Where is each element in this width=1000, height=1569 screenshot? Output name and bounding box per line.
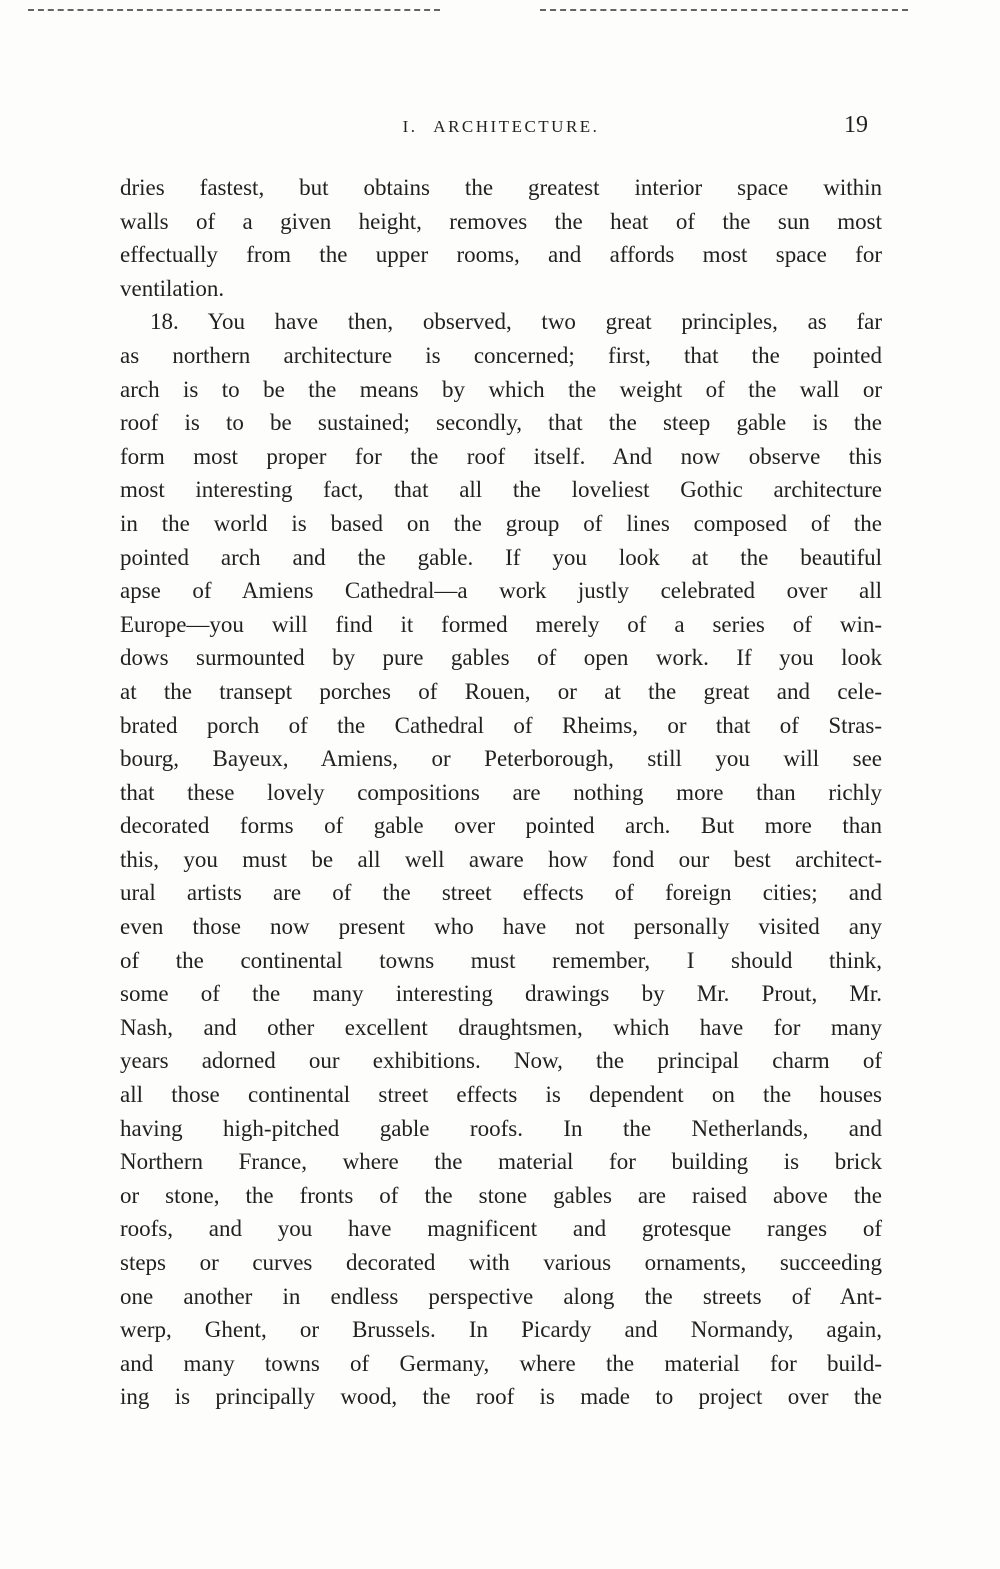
text-line: most interesting fact, that all the loveliest Gothic architecture [120,477,882,503]
text-line: pointed arch and the gable. If you look at the beautiful [120,544,882,570]
text-line: this, you must be all well aware how fond our best architect- [120,846,882,872]
text-line: ing is principally wood, the roof is made to project over the [120,1384,882,1410]
text-line: Europe—you will find it formed merely of a series of win- [120,611,882,637]
paragraph [120,171,882,305]
text-line: some of the many interesting drawings by Mr. Prout, Mr. [120,981,882,1007]
text-line: having high-pitched gable roofs. In the Netherlands, and [120,1115,882,1141]
text-line: all those continental street effects is dependent on the houses [120,1082,882,1108]
text-line: ural artists are of the street effects of foreign cities; and [120,880,882,906]
scan-artifact-dash-segment [540,9,908,11]
text-line: werp, Ghent, or Brussels. In Picardy and Normandy, again, [120,1317,882,1343]
text-line: steps or curves decorated with various ornaments, succeeding [120,1250,882,1275]
page-header-row [120,112,882,146]
text-line: Northern France, where the material for building is brick [120,1149,882,1175]
text-line: arch is to be the means by which the weight of the wall or [120,376,882,402]
text-line: that these lovely compositions are nothing more than richly [120,779,882,805]
body-text [120,171,882,1414]
text-line: ventilation. [120,275,225,301]
text-line: dries fastest, but obtains the greatest interior space within [120,175,882,200]
page-number: 19 [844,112,868,138]
paragraph [120,305,882,1414]
text-line: years adorned our exhibitions. Now, the principal charm of [120,1048,882,1074]
text-line: in the world is based on the group of lines composed of the [120,510,882,536]
text-line: even those now present who have not personally visited any [120,914,882,940]
text-line: at the transept porches of Rouen, or at the great and cele- [120,678,882,704]
text-line: bourg, Bayeux, Amiens, or Peterborough, still you will see [120,746,882,772]
text-line: of the continental towns must remember, I should think, [120,947,882,973]
text-line: decorated forms of gable over pointed arch. But more than [120,813,882,839]
text-line: apse of Amiens Cathedral—a work justly celebrated over all [120,578,882,604]
text-line: one another in endless perspective along the streets of Ant- [120,1283,882,1309]
text-line: dows surmounted by pure gables of open work. If you look [120,645,882,671]
text-line: and many towns of Germany, where the material for build- [120,1350,882,1376]
text-line: roofs, and you have magnificent and grotesque ranges of [120,1216,882,1242]
running-header: I. ARCHITECTURE. [402,117,600,136]
text-line: 18. You have then, observed, two great principles, as far [150,309,882,335]
text-line: or stone, the fronts of the stone gables are raised above the [120,1182,882,1208]
text-line: walls of a given height, removes the heat of the sun most [120,208,882,234]
text-line: as northern architecture is concerned; first, that the pointed [120,342,882,368]
text-line: Nash, and other excellent draughtsmen, which have for many [120,1014,882,1040]
text-line: brated porch of the Cathedral of Rheims, or that of Stras- [120,712,882,738]
text-line: effectually from the upper rooms, and affords most space for [120,242,882,268]
text-line: roof is to be sustained; secondly, that the steep gable is the [120,410,882,436]
scan-artifact-top-rule [0,9,1000,13]
text-line: form most proper for the roof itself. And now observe this [120,443,882,469]
scan-artifact-dash-segment [28,9,440,11]
